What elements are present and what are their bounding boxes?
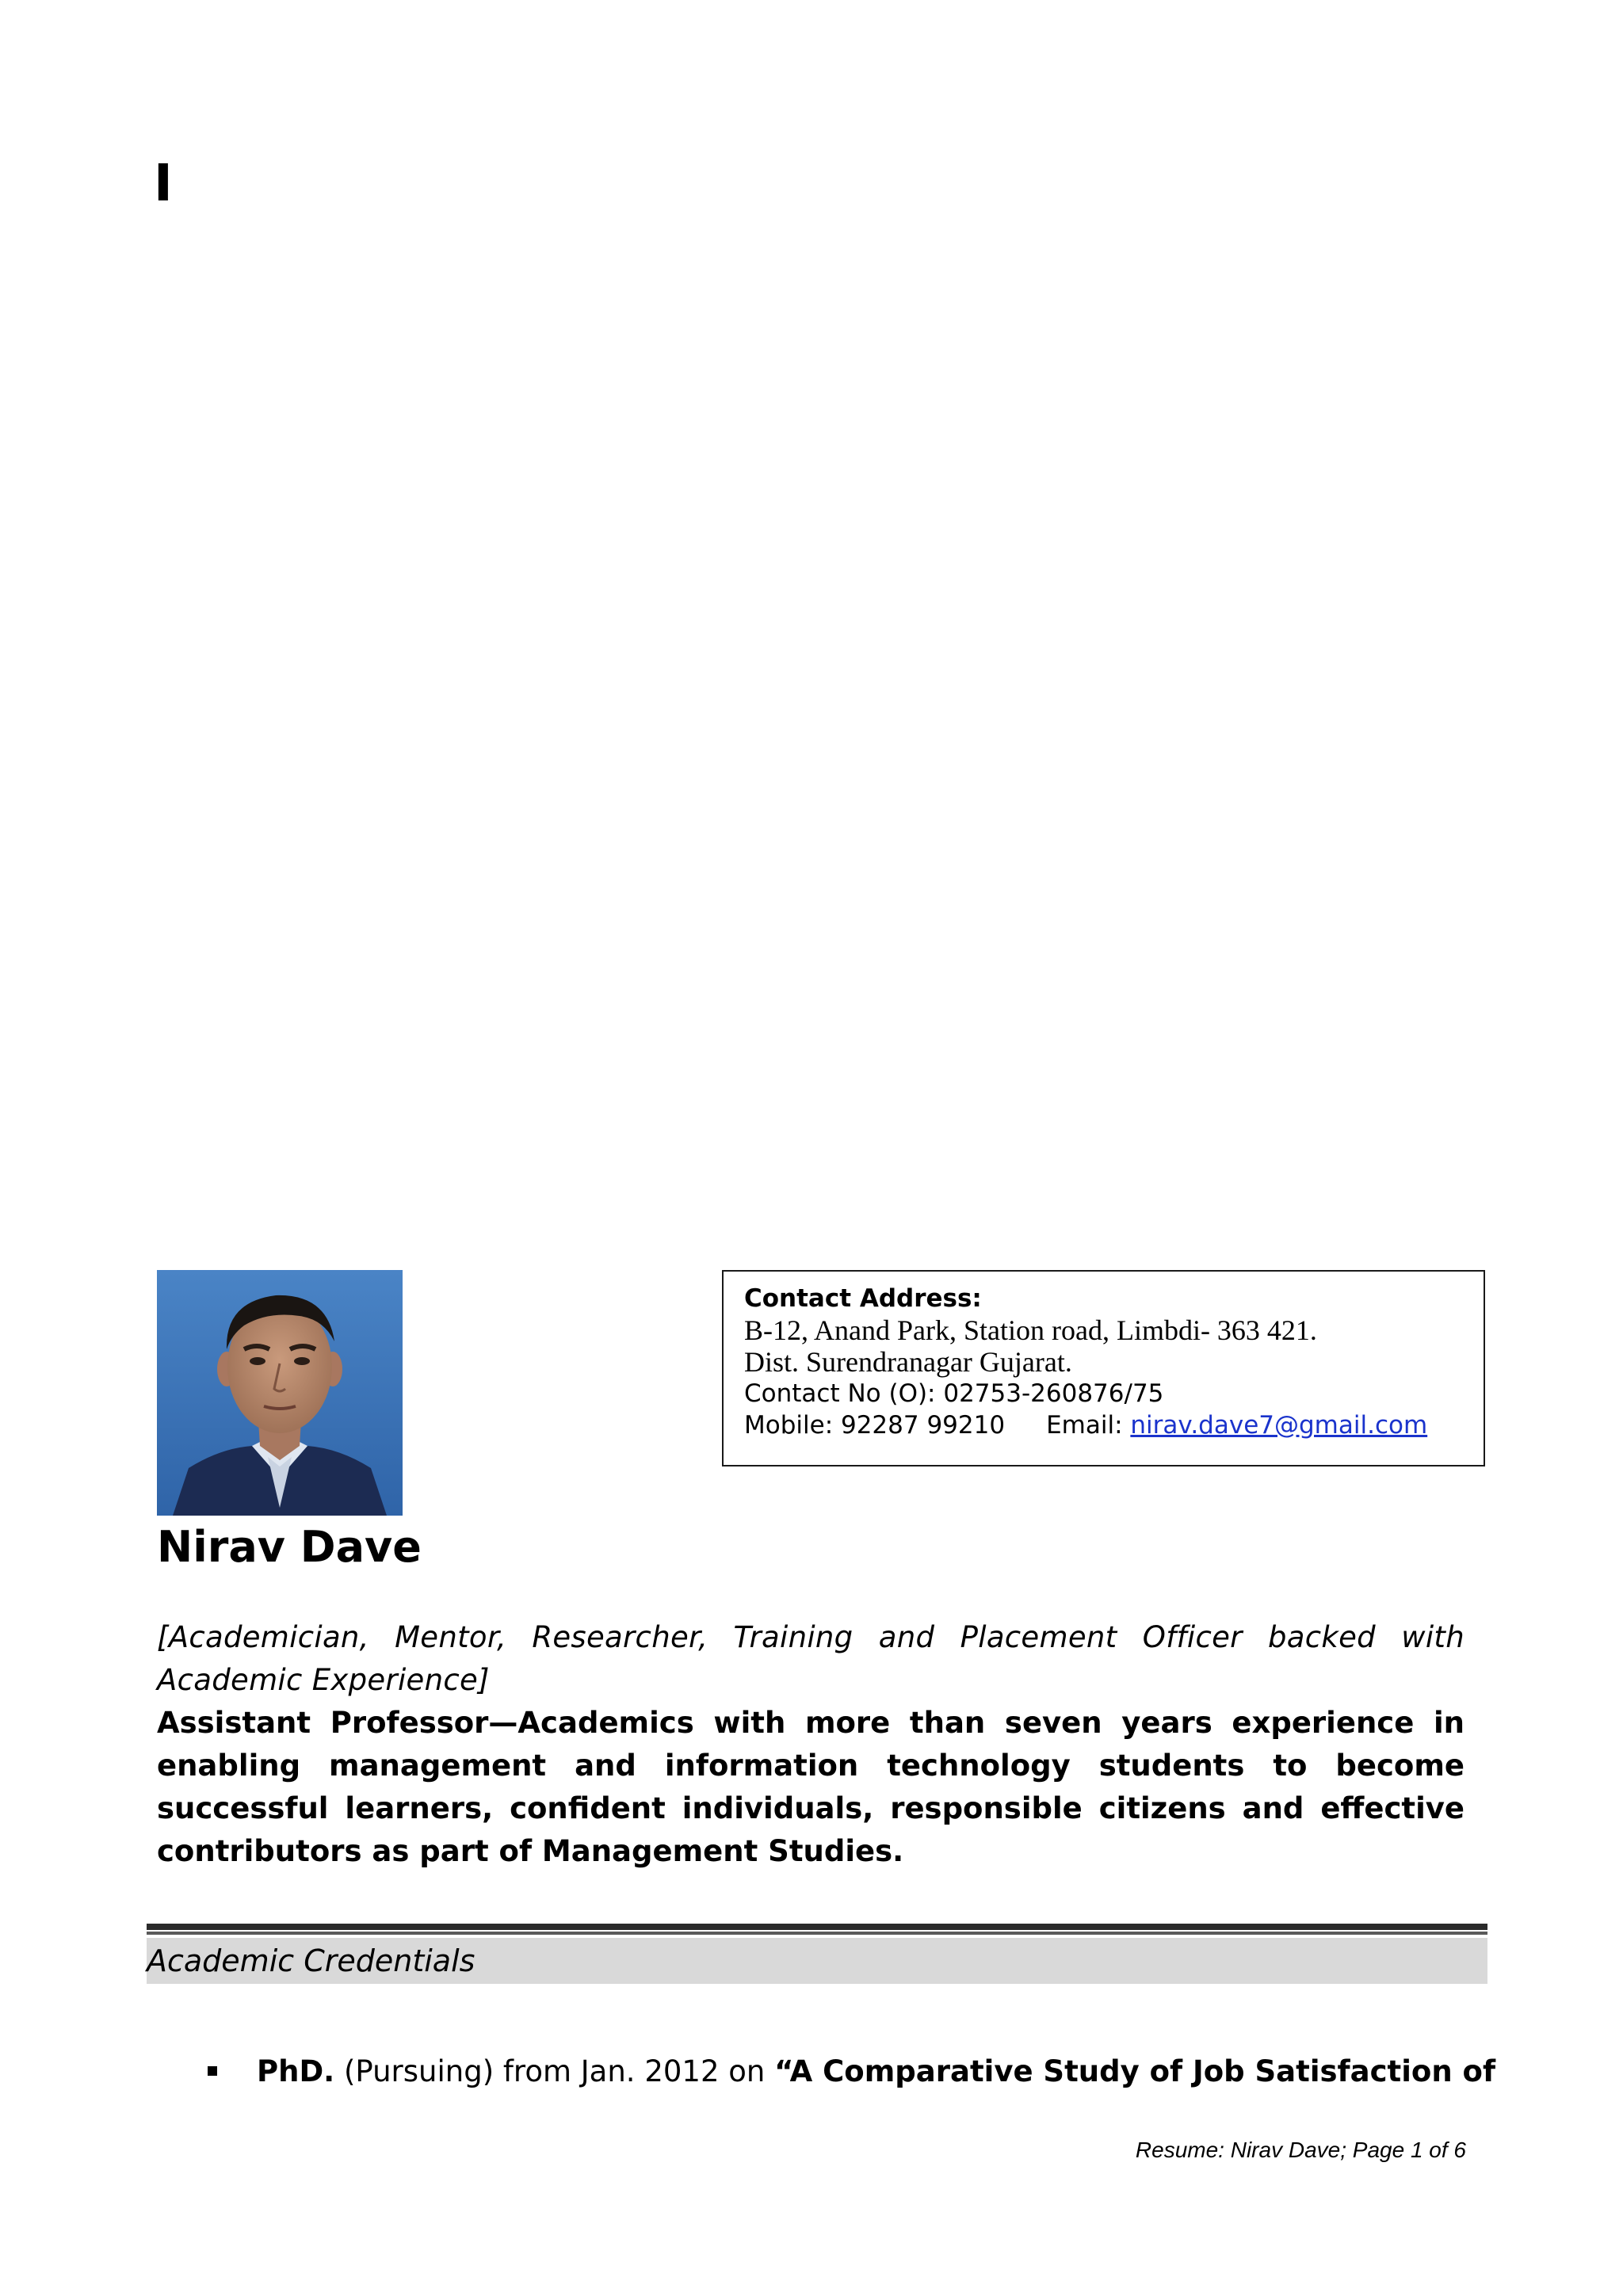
person-name: Nirav Dave [157,1522,422,1572]
credential-text [257,2052,1495,2092]
section-divider [147,1924,1487,1930]
profile-photo [157,1270,403,1516]
role-description: [Academician, Mentor, Researcher, Training and Placement Officer backed with Academic Experience] [157,1620,1465,1697]
square-bullet-icon [208,2066,217,2076]
page-marker: I [154,154,173,213]
address-line-1: B-12, Anand Park, Station road, Limbdi- 363 421. [744,1314,1317,1346]
contact-box [722,1270,1485,1466]
credential-degree: PhD. [257,2054,335,2088]
mobile-number: Mobile: 92287 99210 [744,1411,1006,1440]
email-link[interactable]: nirav.dave7@gmail.com [1130,1411,1428,1440]
bio-paragraph: Assistant Professor—Academics with more than seven years experience in enabling management and information technology students to become successful learners, confident individuals, responsible citizens and effective contributors as part of Management Studies. [157,1706,1465,1868]
section-divider-secondary [147,1932,1487,1935]
mobile-email-line [744,1409,1463,1441]
address-line-2: Dist. Surendranagar Gujarat. [744,1346,1072,1378]
section-header [147,1938,1487,1984]
contact-heading: Contact Address: [744,1284,982,1313]
credential-topic: “A Comparative Study of Job Satisfaction of [774,2054,1496,2088]
profile-summary [157,1616,1465,1873]
page-footer: Resume: Nirav Dave; Page 1 of 6 [1135,2138,1466,2162]
credential-status: (Pursuing) from Jan. 2012 on [334,2054,775,2088]
email-label: Email: [1046,1411,1131,1440]
section-title: Academic Credentials [147,1943,475,1978]
contact-number: Contact No (O): 02753-260876/75 [744,1379,1164,1408]
